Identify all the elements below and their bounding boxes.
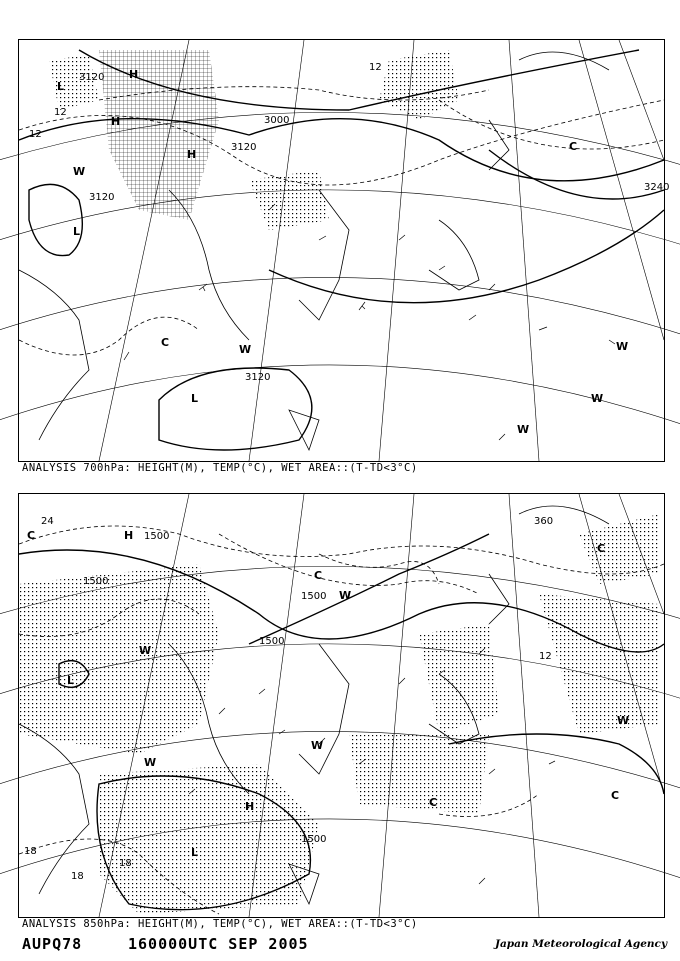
warm-center: W — [616, 340, 629, 353]
low-center: L — [73, 225, 81, 238]
contour-label: 3240 — [644, 182, 670, 193]
isotherm-label: 18 — [71, 871, 84, 882]
wet-area — [99, 764, 319, 914]
cold-center: C — [429, 796, 438, 809]
high-center: H — [129, 68, 139, 81]
cold-center: C — [314, 569, 323, 582]
cold-center: C — [611, 789, 620, 802]
wet-area — [379, 50, 459, 120]
map-panel-850hpa — [18, 493, 665, 918]
isotherm-label: 12 — [54, 107, 67, 118]
cold-center: C — [569, 140, 578, 153]
contour-label: 3120 — [89, 192, 115, 203]
map-700hpa-svg — [19, 40, 670, 461]
valid-time: 160000UTC SEP 2005 — [128, 935, 309, 953]
contour-label: 3000 — [264, 115, 290, 126]
high-center: H — [187, 148, 197, 161]
contour-label: 1500 — [301, 591, 327, 602]
isotherm-label: 18 — [119, 858, 132, 869]
high-center: H — [245, 800, 255, 813]
warm-center: W — [617, 714, 630, 727]
contour-label: 1500 — [259, 636, 285, 647]
isotherm-label: 18 — [24, 846, 37, 857]
warm-center: W — [311, 739, 324, 752]
wet-area — [349, 734, 489, 814]
high-center: H — [111, 115, 121, 128]
low-center: L — [191, 392, 199, 405]
warm-center: W — [339, 589, 352, 602]
map-850hpa-svg — [19, 494, 664, 917]
isotherm-label: 12 — [369, 62, 382, 73]
cold-center: C — [27, 529, 36, 542]
map-panel-700hpa — [18, 39, 670, 462]
cold-center: C — [161, 336, 170, 349]
warm-center: W — [591, 392, 604, 405]
contour-label: 1500 — [83, 576, 109, 587]
product-code: AUPQ78 — [22, 935, 83, 953]
graticule — [0, 40, 680, 461]
contour-label: 1500 — [144, 531, 170, 542]
wet-area — [249, 170, 329, 230]
low-center: L — [191, 846, 199, 859]
contour-label: 3120 — [245, 372, 271, 383]
warm-center: W — [517, 423, 530, 436]
wet-area — [99, 50, 219, 220]
high-center: H — [124, 529, 134, 542]
contour-label: 3120 — [79, 72, 105, 83]
warm-center: W — [73, 165, 86, 178]
wet-area — [579, 514, 659, 584]
caption-700hpa: ANALYSIS 700hPa: HEIGHT(M), TEMP(°C), WET AREA::(T-TD<3°C) — [22, 462, 418, 474]
low-center: L — [67, 674, 75, 687]
contour-label: 1500 — [301, 834, 327, 845]
isotherm-label: 360 — [534, 516, 554, 527]
wet-area — [19, 564, 219, 754]
isotherm-label: 12 — [539, 651, 552, 662]
low-center: L — [57, 80, 65, 93]
caption-850hpa: ANALYSIS 850hPa: HEIGHT(M), TEMP(°C), WET AREA::(T-TD<3°C) — [22, 918, 418, 930]
warm-center: W — [139, 644, 152, 657]
agency-name: Japan Meteorological Agency — [495, 938, 668, 950]
wet-area — [419, 624, 499, 734]
warm-center: W — [144, 756, 157, 769]
isotherm-label: 24 — [41, 516, 54, 527]
contour-label: 3120 — [231, 142, 257, 153]
warm-center: W — [239, 343, 252, 356]
cold-center: C — [597, 542, 606, 555]
isotherm-label: 12 — [29, 129, 42, 140]
